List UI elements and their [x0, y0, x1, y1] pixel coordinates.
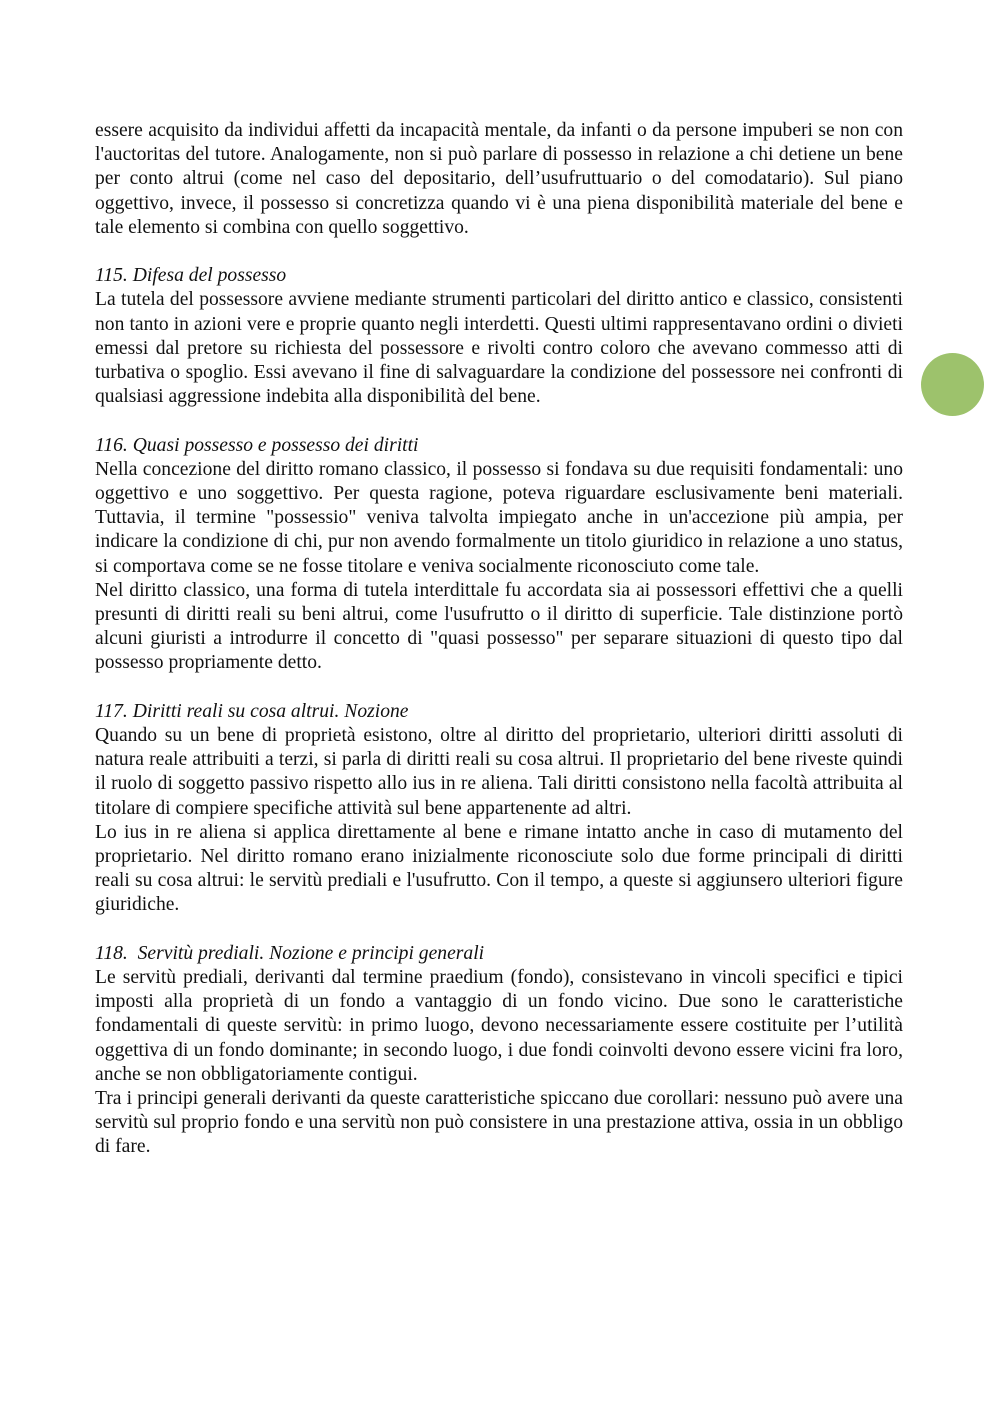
section-115	[95, 264, 903, 409]
section-116	[95, 434, 903, 676]
section-117	[95, 700, 903, 918]
paragraph: La tutela del possessore avviene mediante strumenti particolari del diritto antico e classico, consistenti non tanto in azioni vere e proprie quanto negli interdetti. Questi ultimi rappresentavano ordini o divieti emessi dal pretore su richiesta del possessore e rivolti contro coloro che avevano commesso atti di turbativa o spoglio. Essi avevano il fine di salvaguardare la condizione del possessore nei confronti di qualsiasi aggressione indebita alla disponibilità del bene.	[95, 289, 903, 408]
green-circle-marker	[921, 353, 984, 416]
paragraph: essere acquisito da individui affetti da incapacità mentale, da infanti o da persone impuberi se non con l'auctoritas del tutore. Analogamente, non si può parlare di possesso in relazione a chi detiene un bene per conto altrui (come nel caso del depositario, dell’usufruttuario o del comodatario). Sul piano oggettivo, invece, il possesso si concretizza quando vi è una piena disponibilità materiale del bene e tale elemento si combina con quello soggettivo.	[95, 120, 903, 238]
paragraph: Le servitù prediali, derivanti dal termine praedium (fondo), consistevano in vincoli specifici e tipici imposti alla proprietà di un fondo a vantaggio di un fondo vicino. Due sono le caratteristiche fondamentali di queste servitù: in primo luogo, devono necessariamente essere costituite per l’utilità oggettiva di un fondo dominante; in secondo luogo, i due fondi coinvolti devono essere vicini fra loro, anche se non obbligatoriamente contigui.	[95, 967, 903, 1085]
intro-block	[95, 119, 903, 240]
section-heading: 117. Diritti reali su cosa altrui. Nozione	[95, 700, 409, 722]
paragraph: Nella concezione del diritto romano classico, il possesso si fondava su due requisiti fondamentali: uno oggettivo e uno soggettivo. Per questa ragione, poteva riguardare esclusivamente beni materiali. Tuttavia, il termine "possessio" veniva talvolta impiegato anche in un'accezione più ampia, per indicare la condizione di chi, pur non avendo formalmente un titolo giuridico in relazione a uno status, si comportava come se ne fosse titolare e veniva socialmente riconosciuto come tale.	[95, 458, 903, 577]
section-118	[95, 942, 903, 1160]
document-page	[95, 119, 903, 1160]
section-heading: 115. Difesa del possesso	[95, 265, 287, 287]
section-heading: 118. Servitù prediali. Nozione e principi generali	[95, 942, 485, 964]
paragraph: Nel diritto classico, una forma di tutela interdittale fu accordata sia ai possessori effettivi che a quelli presunti di diritti reali su beni altrui, come l'usufrutto o il diritto di superficie. Tale distinzione portò alcuni giuristi a introdurre il concetto di "quasi possesso" per separare situazioni di questo tipo dal possesso propriamente detto.	[95, 579, 903, 674]
paragraph: Tra i principi generali derivanti da queste caratteristiche spiccano due corollari: nessuno può avere una servitù sul proprio fondo e una servitù non può consistere in una prestazione attiva, ossia in un obbligo di fare.	[95, 1088, 903, 1158]
paragraph: Lo ius in re aliena si applica direttamente al bene e rimane intatto anche in caso di mutamento del proprietario. Nel diritto romano erano inizialmente riconosciute solo due forme principali di diritti reali su cosa altrui: le servitù prediali e l'usufrutto. Con il tempo, a queste si aggiunsero ulteriori figure giuridiche.	[95, 821, 903, 916]
paragraph: Quando su un bene di proprietà esistono, oltre al diritto del proprietario, ulteriori diritti assoluti di natura reale attribuiti a terzi, si parla di diritti reali su cosa altrui. Il proprietario del bene riveste quindi il ruolo di soggetto passivo rispetto allo ius in re aliena. Tali diritti consistono nella facoltà attribuita al titolare di compiere specifiche attività sul bene appartenente ad altri.	[95, 725, 903, 819]
section-heading: 116. Quasi possesso e possesso dei diritti	[95, 434, 419, 456]
